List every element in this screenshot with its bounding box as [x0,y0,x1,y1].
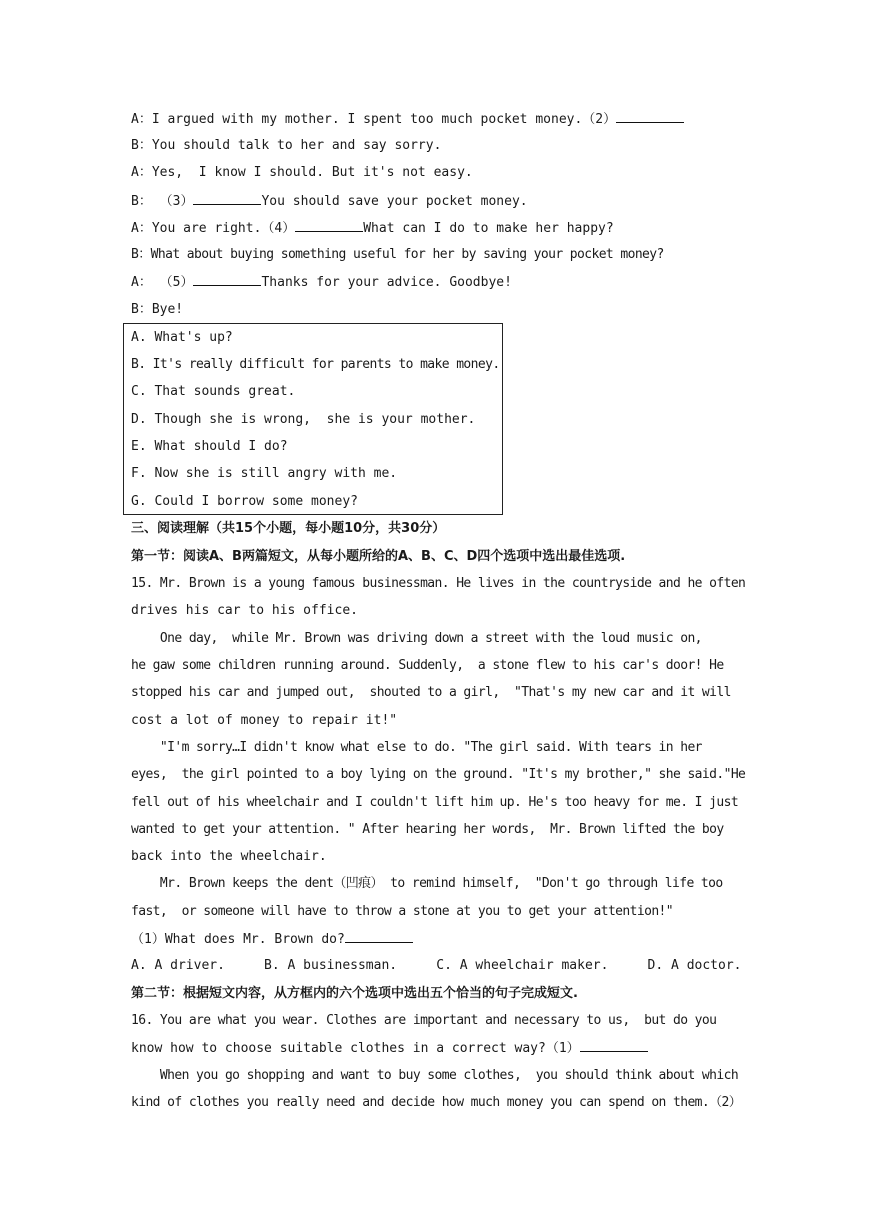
dialogue-text: Bye! [151,302,184,317]
dialogue-text: You should talk to her and say sorry. [151,138,442,153]
dialogue-text: I argued with my mother. I spent too much pocket money.（2） [151,112,617,127]
speaker-label: A： [131,112,152,127]
q16-line: When you go shopping and want to buy some clothes, you should think about which [131,1068,739,1083]
speaker-label: A： [131,275,152,290]
option-f: F. Now she is still angry with me. [131,466,398,481]
q15-line: 15. Mr. Brown is a young famous businessman. He lives in the countryside and he often [131,576,746,591]
dialogue-text: You should save your pocket money. [261,194,528,209]
speaker-label: B： [131,138,152,153]
dialogue-line-3 [131,164,473,182]
speaker-label: A： [131,165,152,180]
answer-blank-3[interactable] [193,192,261,205]
dialogue-text: Yes, I know I should. But it's not easy. [151,165,473,180]
dialogue-line-5 [131,219,614,238]
q15-choices: A. A driver. B. A businessman. C. A wheelchair maker. D. A doctor. [131,958,742,973]
dialogue-text: What can I do to make her happy? [363,221,614,236]
dialogue-text: （3） [151,194,194,209]
q15-line: cost a lot of money to repair it!" [131,713,398,728]
speaker-label: B： [131,194,152,209]
q15-line: back into the wheelchair. [131,849,327,864]
dialogue-line-6 [131,246,664,264]
speaker-label: B： [131,247,151,262]
q15-line: eyes, the girl pointed to a boy lying on the ground. "It's my brother," she said."He [131,767,746,782]
q15-line: stopped his car and jumped out, shouted to a girl, "That's my new car and it will [131,685,731,700]
dialogue-text: （5） [151,275,194,290]
q16-text: know how to choose suitable clothes in a correct way?（1） [131,1041,580,1056]
answer-blank-4[interactable] [295,219,363,232]
dialogue-line-8 [131,301,183,319]
options-box [123,323,503,515]
question-text: （1）What does Mr. Brown do? [131,932,345,947]
dialogue-line-2 [131,137,441,155]
answer-blank-5[interactable] [193,273,261,286]
dialogue-line-4 [131,192,528,211]
dialogue-text: What about buying something useful for her by saving your pocket money? [150,247,664,262]
q15-line: Mr. Brown keeps the dent（凹痕） to remind himself, "Don't go through life too [131,876,723,891]
dialogue-text: Thanks for your advice. Goodbye! [261,275,512,290]
q16-line: kind of clothes you really need and decide how much money you can spend on them.（2） [131,1095,742,1110]
speaker-label: A： [131,221,152,236]
option-a: A. What's up? [131,330,233,345]
q15-line: fast, or someone will have to throw a stone at you to get your attention!" [131,904,674,919]
q16-line: 16. You are what you wear. Clothes are important and necessary to us, but do you [131,1013,717,1028]
dialogue-text: You are right.（4） [151,221,296,236]
speaker-label: B： [131,302,152,317]
q15-line: "I'm sorry…I didn't know what else to do. "The girl said. With tears in her [131,740,702,755]
option-c: C. That sounds great. [131,384,296,399]
q15-line: drives his car to his office. [131,603,358,618]
part-2-title: 第二节：根据短文内容，从方框内的六个选项中选出五个恰当的句子完成短文. [131,986,578,1001]
option-e: E. What should I do? [131,439,288,454]
answer-blank-q15-1[interactable] [345,930,413,943]
dialogue-line-1 [131,110,684,129]
part-1-title: 第一节：阅读A、B两篇短文，从每小题所给的A、B、C、D四个选项中选出最佳选项. [131,549,626,564]
option-g: G. Could I borrow some money? [131,494,358,509]
q15-line: he gaw some children running around. Suddenly, a stone flew to his car's door! He [131,658,724,673]
q16-line [131,1039,648,1058]
option-b: B. It's really difficult for parents to make money. [131,357,500,372]
option-d: D. Though she is wrong, she is your mother. [131,412,476,427]
q15-line: One day, while Mr. Brown was driving down a street with the loud music on, [131,631,702,646]
q15-line: wanted to get your attention. " After hearing her words, Mr. Brown lifted the boy [131,822,724,837]
answer-blank-q16-1[interactable] [580,1039,648,1052]
q15-line: fell out of his wheelchair and I couldn't lift him up. He's too heavy for me. I just [131,795,739,810]
dialogue-line-7 [131,273,512,292]
q15-question [131,930,413,949]
section-3-title: 三、阅读理解（共15个小题，每小题10分，共30分） [131,521,446,536]
answer-blank-2[interactable] [616,110,684,123]
